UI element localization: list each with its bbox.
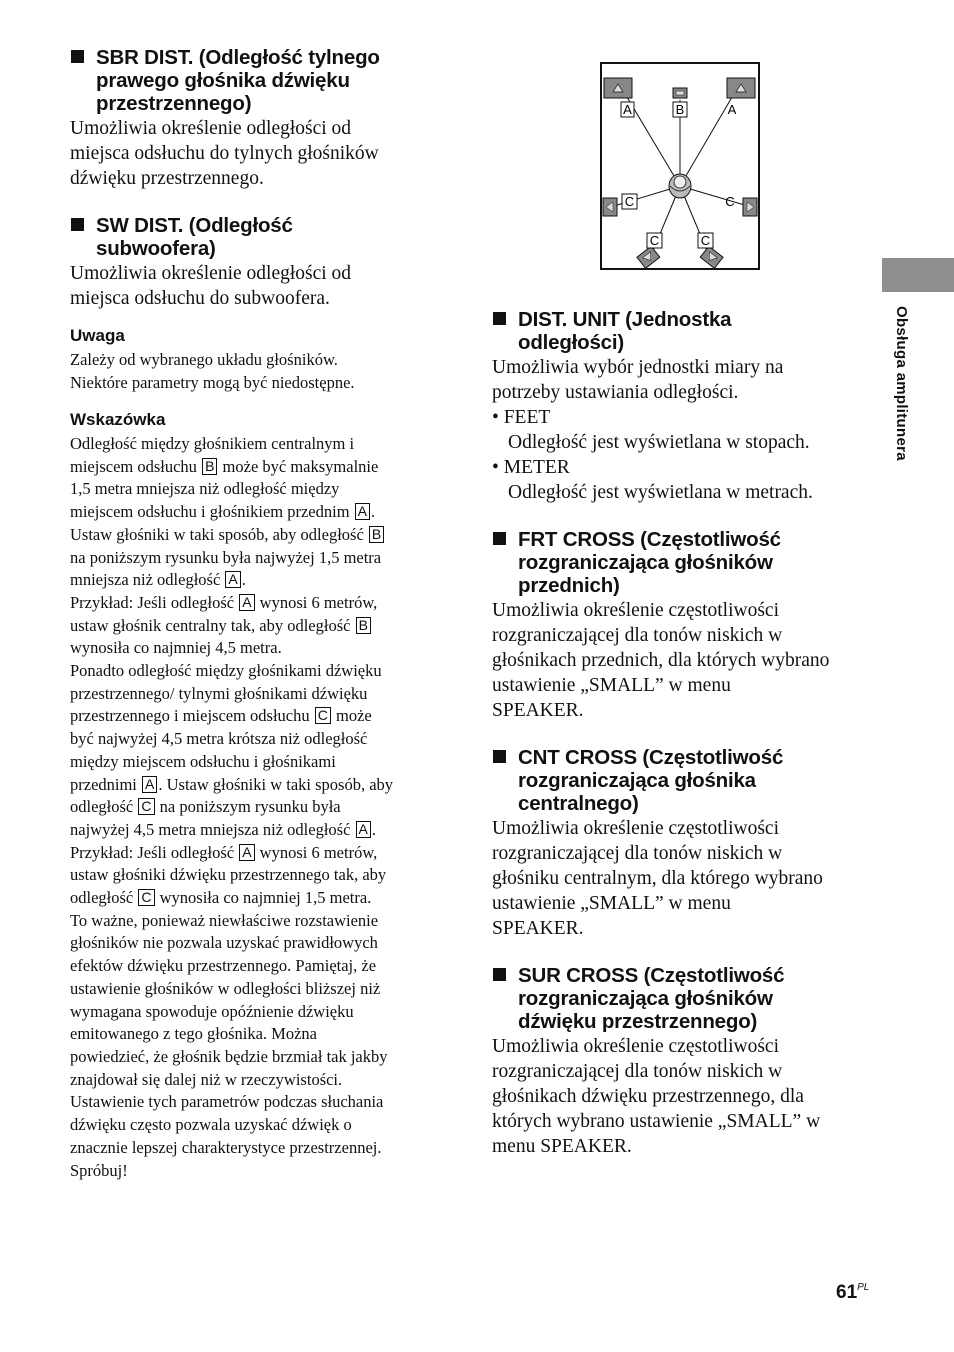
front-left-speaker-icon <box>604 78 632 98</box>
text-line: SW DIST. (Odległość <box>96 214 293 237</box>
text-line: menu SPEAKER. <box>492 1136 632 1157</box>
text-line: prawego głośnika dźwięku <box>96 69 350 92</box>
section-dist-unit <box>492 308 872 505</box>
sur-heading <box>492 964 872 1033</box>
text-line: subwoofera) <box>96 237 216 260</box>
svg-text:B: B <box>675 102 685 117</box>
square-bullet-icon <box>493 750 506 763</box>
svg-text:A: A <box>727 102 737 117</box>
chapter-tab <box>882 258 954 292</box>
text-line: dźwięku przestrzennego) <box>518 1010 758 1033</box>
text-line: głośniku centralnym, dla którego wybrano <box>492 868 823 889</box>
tip-body: Odległość między głośnikiem centralnym i miejscem odsłuchu B może być maksymalnie 1,5 metra mniejsza niż odległość między miejscem odsłuchu i głośnikiem przednim A . Ustaw głośniki w taki sposób, aby odległość B na poniższym rysunku była najwyżej 1,5 metra mniejsza niż odległość A . Przykład: Jeśli odległość A wynosi 6 metrów, ustaw głośnik centralny tak, aby odległość B wynosiła co najmniej 4,5 metra. Ponadto odległość między głośnikami dźwięku przestrzennego/ tylnymi głośnikami dźwięku przestrzennego i miejscem odsłuchu C może być najwyżej 4,5 metra krótsza niż odległość między miejscem odsłuchu i głośnikami przednimi A . Ustaw głośniki w taki sposób, aby odległość C na poniższym rysunku była najwyżej 4,5 metra mniejsza niż odległość A . Przykład: Jeśli odległość A wynosi 6 metrów, ustaw głośniki dźwięku przestrzennego tak, aby odległość C wynosiła co najmniej 1,5 metra. To ważne, ponieważ niewłaściwe rozstawienie głośników nie pozwala uzyskać prawidłowych efektów dźwięku przestrzennego. Pamiętaj, że ustawienie głośników w odległości bliższej niż wymagana spowoduje opóźnienie dźwięku emitowanego z tego głośnika. Można powiedzieć, że głośnik będzie brzmiał tak jakby znajdował się dalej niż w rzeczywistości. Ustawienie tych parametrów podczas słuchania dźwięku często pozwala uzyskać dźwięk o znacznie lepszej charakterystyce przestrzennej. Spróbuj! <box>70 434 394 1180</box>
text-line: potrzeby ustawiania odległości. <box>492 382 739 403</box>
tip-block <box>70 409 448 1182</box>
dist-unit-heading <box>492 308 872 354</box>
svg-text:A: A <box>623 102 632 117</box>
note-title: Uwaga <box>70 326 125 345</box>
section-sw-dist <box>70 214 448 311</box>
text-line: Niektóre parametry mogą być niedostępne. <box>70 372 355 392</box>
chapter-label: Obsługa amplitunera <box>893 306 910 461</box>
sur-body <box>492 1034 872 1159</box>
cnt-body <box>492 816 872 941</box>
tip-title: Wskazówka <box>70 410 166 429</box>
text-line: których wybrano ustawienie „SMALL” w <box>492 1111 821 1132</box>
diagram-label-b <box>673 102 687 117</box>
text-line: przestrzennego) <box>96 92 252 115</box>
option-feet: • FEET <box>492 407 551 428</box>
distance-label-c: C <box>315 707 331 724</box>
text-line: SPEAKER. <box>492 918 584 939</box>
distance-label-b: B <box>369 526 384 543</box>
page-number: $61^{PL}$ <box>836 1282 870 1303</box>
text-line: rozgraniczającej dla tonów niskich w <box>492 843 783 864</box>
square-bullet-icon <box>71 50 84 63</box>
text-line: rozgraniczająca głośnika <box>518 769 756 792</box>
text-line: Umożliwia określenie częstotliwości <box>492 1036 779 1057</box>
text-line: CNT CROSS (Częstotliwość <box>518 746 784 769</box>
distance-label-a: A <box>142 776 157 793</box>
square-bullet-icon <box>71 218 84 231</box>
surround-right-speaker-icon <box>743 198 757 216</box>
square-bullet-icon <box>493 312 506 325</box>
section-cnt-cross <box>492 746 872 941</box>
sbr-body <box>70 116 448 191</box>
text-line: przednich) <box>518 574 620 597</box>
distance-label-a: A <box>355 503 370 520</box>
text-line: rozgraniczającej dla tonów niskich w <box>492 625 783 646</box>
text-line: SPEAKER. <box>492 700 584 721</box>
center-speaker-icon <box>673 88 687 98</box>
speaker-layout-diagram <box>600 62 760 270</box>
distance-label-a: A <box>356 821 371 838</box>
text-line: odległości) <box>518 331 625 354</box>
text-line: Umożliwia wybór jednostki miary na <box>492 357 784 378</box>
option-feet-desc: Odległość jest wyświetlana w stopach. <box>508 432 810 453</box>
svg-text:C: C <box>700 233 711 248</box>
svg-text:C: C <box>649 233 660 248</box>
frt-heading <box>492 528 872 597</box>
option-meter-desc: Odległość jest wyświetlana w metrach. <box>508 482 813 503</box>
text-line: SUR CROSS (Częstotliwość <box>518 964 785 987</box>
diagram-label-c-left <box>622 194 637 209</box>
text-line: ustawienie „SMALL” w menu <box>492 893 731 914</box>
frt-body <box>492 598 872 723</box>
square-bullet-icon <box>493 532 506 545</box>
distance-label-b: B <box>202 458 217 475</box>
cnt-heading <box>492 746 872 815</box>
svg-text:C: C <box>725 194 735 209</box>
text-line: Umożliwia określenie odległości od <box>70 263 352 284</box>
text-line: SBR DIST. (Odległość tylnego <box>96 46 380 69</box>
diagram-label-c-bottom-left <box>647 233 662 248</box>
text-line: głośnikach przednich, dla których wybrano <box>492 650 830 671</box>
square-bullet-icon <box>493 968 506 981</box>
distance-label-a: A <box>239 594 254 611</box>
front-right-speaker-icon <box>727 78 755 98</box>
diagram-label-c-bottom-right <box>698 233 713 248</box>
text-line: DIST. UNIT (Jednostka <box>518 308 732 331</box>
text-line: Umożliwia określenie częstotliwości <box>492 600 779 621</box>
diagram-label-a-left <box>621 102 634 117</box>
text-line: dźwięku przestrzennego. <box>70 168 264 189</box>
text-line: rozgraniczającej dla tonów niskich w <box>492 1061 783 1082</box>
note-block <box>70 325 448 394</box>
text-line: Zależy od wybranego układu głośników. <box>70 350 338 369</box>
text-line: centralnego) <box>518 792 639 815</box>
sw-heading <box>70 214 448 260</box>
svg-text:C: C <box>624 194 635 209</box>
text-line: Umożliwia określenie częstotliwości <box>492 818 779 839</box>
dist-unit-body <box>492 355 872 405</box>
text-line: ustawienie „SMALL” w menu <box>492 675 731 696</box>
surround-left-speaker-icon <box>603 198 617 216</box>
diagram-label-c-right <box>725 194 734 209</box>
section-sbr-dist <box>70 46 448 191</box>
section-sur-cross <box>492 964 872 1159</box>
listener-icon <box>669 174 691 198</box>
text-line: Umożliwia określenie odległości od <box>70 118 352 139</box>
sbr-heading <box>70 46 448 115</box>
distance-label-c: C <box>138 889 154 906</box>
text-line: miejsca odsłuchu do tylnych głośników <box>70 143 379 164</box>
note-body <box>70 349 448 394</box>
distance-label-a: A <box>239 844 254 861</box>
section-frt-cross <box>492 528 872 723</box>
text-line: głośnikach dźwięku przestrzennego, dla <box>492 1086 804 1107</box>
distance-label-b: B <box>356 617 371 634</box>
text-line: FRT CROSS (Częstotliwość <box>518 528 781 551</box>
option-meter: • METER <box>492 457 570 478</box>
distance-label-a: A <box>225 571 240 588</box>
diagram-label-a-right <box>728 102 737 117</box>
sw-body <box>70 261 448 311</box>
distance-label-c: C <box>138 798 154 815</box>
text-line: rozgraniczająca głośników <box>518 551 773 574</box>
text-line: rozgraniczająca głośników <box>518 987 773 1010</box>
text-line: miejsca odsłuchu do subwoofera. <box>70 288 330 309</box>
